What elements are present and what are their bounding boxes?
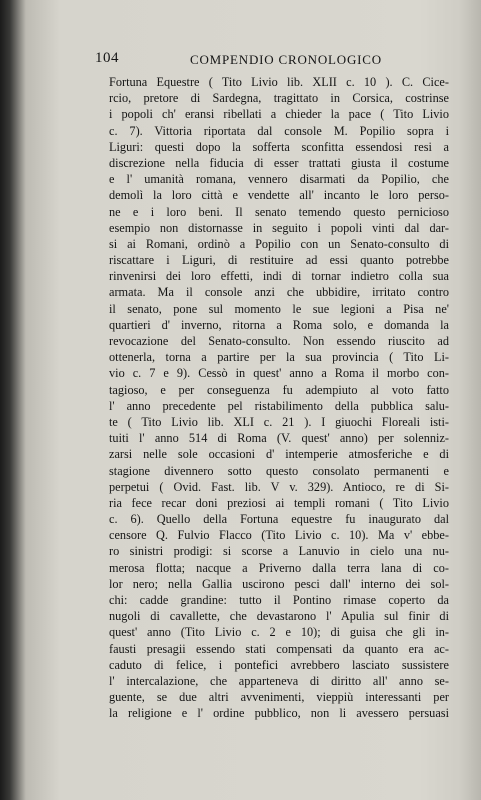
text-line: merosa flotta; nacque a Priverno dalla terra lana di co-	[109, 560, 449, 575]
text-line: stagione divennero sotto questo consolato permanenti e	[109, 463, 449, 478]
text-line: revocazione del Senato-consulto. Non essendo riuscito ad	[109, 334, 449, 348]
text-line: si ai Romani, ordinò a Popilio con un Senato-consulto di	[109, 236, 449, 251]
text-line: lor nero; nella Gallia uscirono pesci dall' interno dei sol-	[109, 576, 449, 591]
text-line: rcio, pretore di Sardegna, tragittato in Corsica, costrinse	[109, 91, 449, 106]
text-line: demolì la loro città e vendette all' incanto le loro perso-	[109, 188, 449, 203]
text-line: ro sinistri prodigi: si scorse a Lanuvio in cielo una nu-	[109, 544, 449, 559]
text-line: perpetui ( Ovid. Fast. lib. V v. 329). Antioco, re di Si-	[109, 479, 449, 494]
text-line: il senato, pone sul momento le sue legioni a Pisa ne'	[109, 301, 449, 316]
text-line: te ( Tito Livio lib. XLI c. 21 ). I giuochi Floreali isti-	[109, 414, 449, 429]
text-line: e l' umanità romana, vennero disarmati da Popilio, che	[109, 172, 449, 187]
text-line: quest' anno (Tito Livio c. 2 e 10); di guisa che gli in-	[109, 625, 449, 640]
text-line: c. 7). Vittoria riportata dal console M. Popilio sopra i	[109, 123, 449, 138]
text-line: vio c. 7 e 9). Cessò in quest' anno a Roma il morbo con-	[109, 366, 449, 381]
text-line: quartieri d' inverno, ritorna a Roma solo, e domanda la	[109, 317, 449, 332]
body-text	[109, 74, 449, 722]
text-line: riscattare i Liguri, di restituire ad essi quanto potrebbe	[109, 253, 449, 268]
text-line: esempio non distornasse in seguito i popoli vinti dal dar-	[109, 220, 449, 235]
text-line: zarsi nelle sole occasioni d' intemperie atmosferiche e di	[109, 447, 449, 462]
text-line: chi: cadde grandine: tutto il Pontino rimase coperto da	[109, 593, 449, 607]
text-line: caduto di felice, i pontefici avrebbero lasciato sussistere	[109, 657, 449, 672]
text-line: censore Q. Fulvio Flacco (Tito Livio c. 10). Ma v' ebbe-	[109, 528, 449, 543]
text-line: i popoli ch' eransi ribellati a chieder la pace ( Tito Livio	[109, 107, 449, 122]
text-line: ottenerla, torna a partire per la sua provincia ( Tito Li-	[109, 350, 449, 365]
book-page	[95, 40, 467, 721]
text-line: tagioso, e per conseguenza fu adempiuto al voto fatto	[109, 382, 449, 397]
text-line: ne e i loro beni. Il senato temendo questo pernicioso	[109, 204, 449, 219]
running-head	[95, 50, 447, 68]
text-line: armata. Ma il console anzi che ubbidire, irritato contro	[109, 285, 449, 300]
text-line: l' intercalazione, che apparteneva di diritto all' anno se-	[109, 673, 449, 688]
text-line: guente, se due altri avvenimenti, vieppiù interessanti per	[109, 690, 449, 705]
running-title: COMPENDIO CRONOLOGICO	[190, 52, 382, 67]
text-line: l' anno precedente pel ristabilimento della pubblica salu-	[109, 398, 449, 413]
text-line: fausti presagii essendo stati compensati da quanto era ac-	[109, 641, 449, 656]
text-line: nugoli di cavallette, che devastarono l' Apulia sul finir di	[109, 609, 449, 624]
page-number: 104	[95, 50, 119, 66]
text-line: tuiti l' anno 514 di Roma (V. quest' anno) per solenniz-	[109, 431, 449, 446]
text-line: ria fece recar doni preziosi ai templi romani ( Tito Livio	[109, 495, 449, 510]
text-line: la religione e l' ordine pubblico, non li avessero persuasi	[109, 706, 449, 721]
text-line: discrezione nella fiducia di esser trattati giusta il costume	[109, 155, 449, 170]
text-line: Liguri: questi dopo la sofferta sconfitta essendosi resi a	[109, 139, 449, 154]
text-line: rinvenirsi dei loro effetti, indi di tornar indietro colla sua	[109, 269, 449, 284]
text-line: Fortuna Equestre ( Tito Livio lib. XLII c. 10 ). C. Cice-	[109, 75, 449, 89]
text-line: c. 6). Quello della Fortuna equestre fu inaugurato dal	[109, 512, 449, 527]
